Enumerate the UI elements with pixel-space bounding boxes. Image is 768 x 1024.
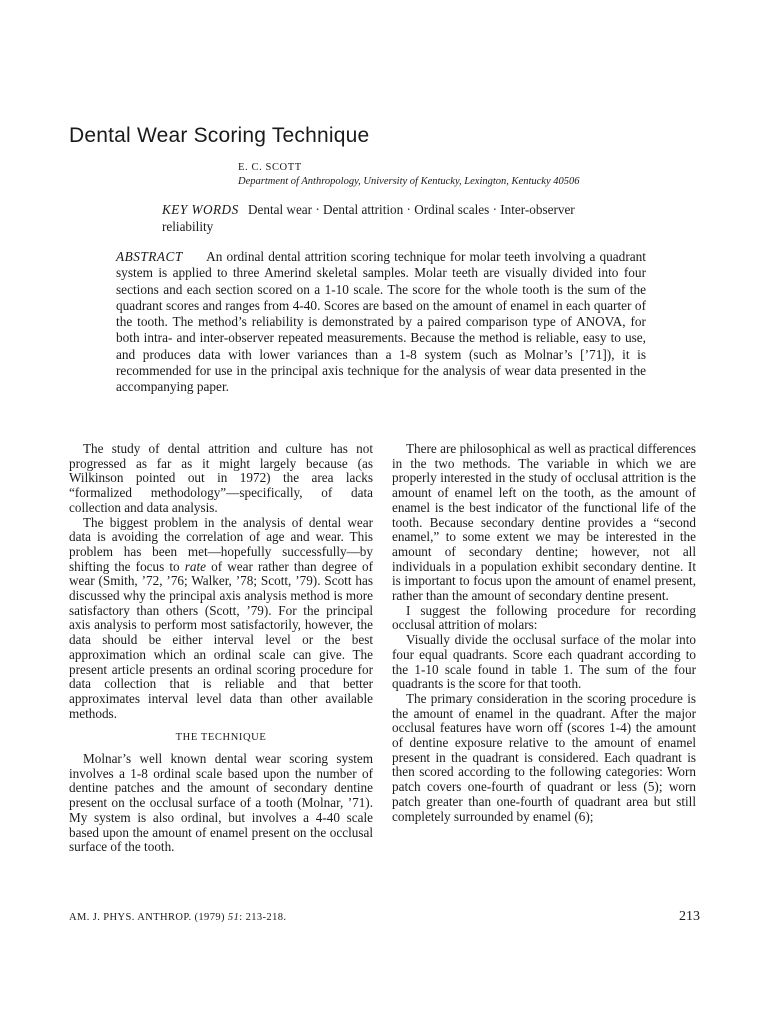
section-heading: THE TECHNIQUE: [175, 732, 267, 744]
emphasis-text: rate: [184, 558, 207, 574]
paragraph: There are philosophical as well as practical differences in the two methods. The variable in which we are properly interested in the study of occlusal attrition is the amount of enamel left on the tooth, as the amount of enamel is the best indicator of the functional life of the tooth. Because secondary dentine provides a “second enamel,” to some extent we may be interested in the amount of secondary dentine; however, not all individuals in a population exhibit secondary dentine. It is important to focus upon the amount of enamel present, rather than the amount of secondary dentine present.: [392, 441, 696, 604]
journal-name: AM. J. PHYS. ANTHROP. (1979): [69, 912, 228, 923]
paragraph: I suggest the following procedure for recording occlusal attrition of molars:: [392, 602, 696, 633]
paragraph: Visually divide the occlusal surface of the molar into four equal quadrants. Score each quadrant according to the 1-10 scale found in table 1. The sum of the four quadrants is the score for that tooth.: [392, 632, 696, 692]
keywords-label: KEY WORDS: [162, 202, 239, 217]
paragraph: The primary consideration in the scoring procedure is the amount of enamel in the quadrant. After the major occlusal features have worn off (scores 1-4) the amount of dentine exposure relative to the amount of enamel present in the quadrant is considered. Each quadrant is then scored according to the following categories: Worn patch covers one-fourth of quadrant or less (5); worn patch greater than one-fourth of quadrant area but still completely surrounded by enamel (6);: [392, 690, 696, 824]
paragraph: Molnar’s well known dental wear scoring system involves a 1-8 ordinal scale based upon the number of dentine patches and the amount of secondary dentine present on the occlusal surface of a tooth (Molnar, ’71). My system is also ordinal, but involves a 4-40 scale based upon the amount of enamel present on the occlusal surface of the tooth.: [69, 751, 373, 855]
journal-pages: : 213-218.: [239, 912, 287, 923]
journal-citation: [69, 912, 286, 923]
page-number: 213: [679, 909, 700, 924]
abstract-text: An ordinal dental attrition scoring technique for molar teeth involving a quadrant system is applied to three Amerind skeletal samples. Molar teeth are visually divided into four sections and each section scored on a 1-10 scale. The score for the whole tooth is the sum of the quadrant scores and ranges from 4-40. Scores are based on the amount of enamel in each quarter of the tooth. The method’s reliability is demonstrated by a paired comparison type of ANOVA, for both intra- and inter-observer repeated measurements. Because the method is reliable, easy to use, and produces data with lower variances than a 1-8 system (such as Molnar’s [’71]), it is recommended for use in the principal axis technique for the analysis of wear data presented in the accompanying paper.: [116, 249, 647, 395]
keywords-block: [162, 201, 612, 235]
journal-volume: 51: [227, 912, 240, 923]
paragraph-text: The biggest problem in the analysis of dental wear data is avoiding the correlation of age and wear. This problem has been met—hopefully successfully—by shifting the focus to: [69, 514, 373, 574]
paragraph-text: of wear rather than degree of wear (Smith, ’72, ’76; Walker, ’78; Scott, ’79). Scott has discussed why the principal axis analysis method is more satisfactory than others (Scott, ’79). For the principal axis analysis to perform most satisfactorily, however, the data should be either interval level or the best approximation which an ordinal scale can give. The present article presents an ordinal scoring procedure for data collection that is reliable and that better approximates interval level data than other available methods.: [69, 558, 373, 721]
abstract-label: ABSTRACT: [116, 249, 183, 264]
paragraph: The study of dental attrition and culture has not progressed as far as it might largely because (as Wilkinson pointed out in 1972) the area lacks “formalized methodology”—specifically, of data collection and data analysis.: [69, 441, 373, 515]
author-name: E. C. SCOTT: [238, 162, 302, 173]
paragraph: [69, 516, 373, 722]
author-affiliation: Department of Anthropology, University of Kentucky, Lexington, Kentucky 40506: [238, 176, 580, 187]
left-column: [69, 442, 373, 855]
keywords-text: Dental wear · Dental attrition · Ordinal scales · Inter-observer reliability: [162, 202, 575, 234]
abstract-block: [116, 249, 646, 396]
right-column: [392, 442, 696, 824]
article-title: Dental Wear Scoring Technique: [69, 124, 370, 147]
